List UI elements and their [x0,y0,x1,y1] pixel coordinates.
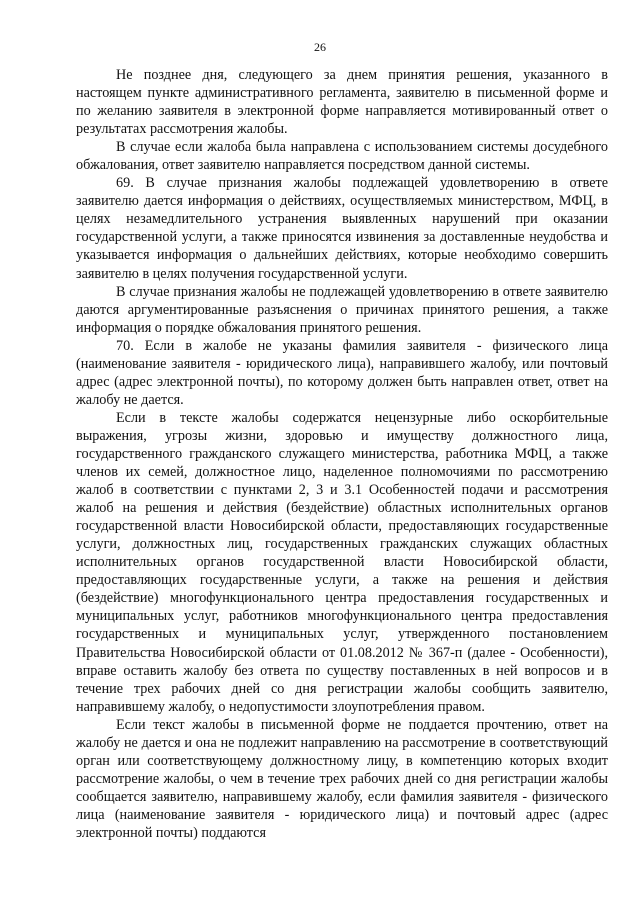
paragraph-unreadable-text: Если текст жалобы в письменной форме не поддается прочтению, ответ на жалобу не дается и она не подлежит направлению на рассмотрение в соответствующий орган или соответствующему должностному лицу, в компетенцию которых входит рассмотрение жалобы, о чем в течение трех рабочих дней со дня регистрации жалобы сообщается заявителю, направившему жалобу, если фамилия заявителя - физического лица (наименование заявителя - юридического лица) и почтовый адрес (адрес электронной почты) поддаются [76,716,608,841]
paragraph-response-deadline: Не позднее дня, следующего за днем принятия решения, указанного в настоящем пункте административного регламента, заявителю в письменной форме и по желанию заявителя в электронной форме направляется мотивированный ответ о результатах рассмотрения жалобы. [76,67,608,138]
paragraph-69-complaint-satisfied: 69. В случае признания жалобы подлежащей удовлетворению в ответе заявителю дается информация о действиях, осуществляемых министерством, МФЦ, в целях незамедлительного устранения выявленных нарушений при оказании государственной услуги, а также приносятся извинения за доставленные неудобства и указывается информация о дальнейших действиях, которые необходимо совершить заявителю в целях получения государственной услуги. [76,175,608,282]
document-body [76,66,608,842]
paragraph-pretrial-system: В случае если жалоба была направлена с использованием системы досудебного обжалования, ответ заявителю направляется посредством данной системы. [76,139,608,174]
paragraph-70-no-applicant-name: 70. Если в жалобе не указаны фамилия заявителя - физического лица (наименование заявителя - юридического лица), направившего жалобу, или почтовый адрес (адрес электронной почты), по которому должен быть направлен ответ, ответ на жалобу не дается. [76,337,608,408]
page-number: 26 [314,40,326,54]
paragraph-offensive-language: Если в тексте жалобы содержатся нецензурные либо оскорбительные выражения, угрозы жизни, здоровью и имуществу должностного лица, государственного гражданского служащего министерства, работника МФЦ, а также членов их семей, должностное лицо, наделенное полномочиями по рассмотрению жалоб в соответствии с пунктами 2, 3 и 3.1 Особенностей подачи и рассмотрения жалоб на решения и действия (бездействие) областных исполнительных органов государственной власти Новосибирской области, предоставляющих государственные услуги, должностных лиц, государственных гражданских служащих областных исполнительных органов государственной власти Новосибирской области, предоставляющих государственные услуги, а также на решения и действия (бездействие) многофункционального центра предоставления государственных и муниципальных услуг, работников многофункционального центра предоставления государственных и муниципальных услуг, утвержденного постановлением Правительства Новосибирской области от 01.08.2012 № 367-п (далее - Особенности), вправе оставить жалобу без ответа по существу поставленных в ней вопросов и в течение трех рабочих дней со дня регистрации жалобы сообщить заявителю, направившему жалобу, о недопустимости злоупотребления правом. [76,409,608,715]
paragraph-complaint-rejected: В случае признания жалобы не подлежащей удовлетворению в ответе заявителю даются аргументированные разъяснения о причинах принятого решения, а также информация о порядке обжалования принятого решения. [76,283,608,336]
